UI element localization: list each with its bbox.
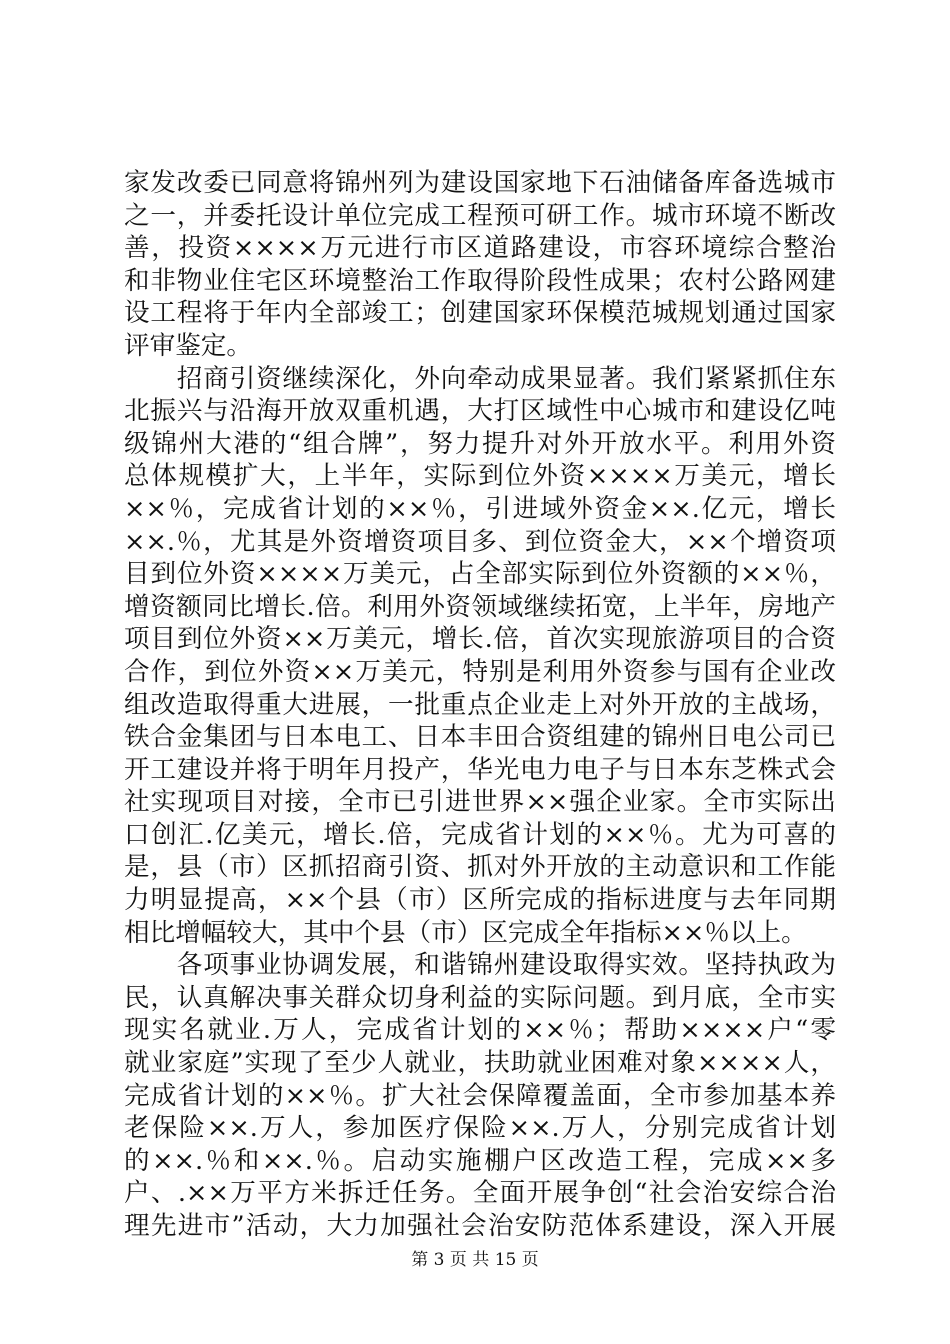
text-line: 增资额同比增长.倍。利用外资领域继续拓宽，上半年，房地产: [124, 591, 836, 622]
text-line: 理先进市”活动，大力加强社会治安防范体系建设，深入开展: [124, 1211, 836, 1241]
text-line: 的××.％和××.％。启动实施棚户区改造工程，完成××多: [124, 1145, 836, 1176]
page-number: 第 3 页 共 15 页: [411, 1250, 539, 1270]
text-line: 北振兴与沿海开放双重机遇，大打区域性中心城市和建设亿吨: [124, 396, 836, 427]
paragraph-2: [124, 363, 836, 950]
text-line: 和非物业住宅区环境整治工作取得阶段性成果；农村公路网建: [124, 265, 836, 296]
text-line: 项目到位外资××万美元，增长.倍，首次实现旅游项目的合资: [124, 624, 836, 655]
text-line: ××％，完成省计划的××％，引进域外资金××.亿元，增长: [124, 493, 836, 524]
text-line: 目到位外资××××万美元，占全部实际到位外资额的××％，: [124, 559, 836, 590]
text-line: 完成省计划的××％。扩大社会保障覆盖面，全市参加基本养: [124, 1080, 836, 1111]
text-line: 户、.××万平方米拆迁任务。全面开展争创“社会治安综合治: [124, 1178, 836, 1209]
paragraph-3: [124, 949, 836, 1242]
text-line: 级锦州大港的“组合牌”，努力提升对外开放水平。利用外资: [124, 428, 836, 459]
text-line: 组改造取得重大进展，一批重点企业走上对外开放的主战场，: [124, 689, 836, 720]
text-line: 各项事业协调发展，和谐锦州建设取得实效。坚持执政为: [124, 950, 836, 981]
text-line: 之一，并委托设计单位完成工程预可研工作。城市环境不断改: [124, 200, 836, 231]
text-line: 是，县（市）区抓招商引资、抓对外开放的主动意识和工作能: [124, 852, 836, 883]
text-line: 社实现项目对接，全市已引进世界××强企业家。全市实际出: [124, 787, 836, 818]
text-line: 合作，到位外资××万美元，特别是利用外资参与国有企业改: [124, 656, 836, 687]
text-line: 招商引资继续深化，外向牵动成果显著。我们紧紧抓住东: [124, 363, 836, 394]
text-line: 家发改委已同意将锦州列为建设国家地下石油储备库备选城市: [124, 168, 836, 198]
text-line: 口创汇.亿美元，增长.倍，完成省计划的××％。尤为可喜的: [124, 819, 836, 850]
text-line: 民，认真解决事关群众切身利益的实际问题。到月底，全市实: [124, 982, 836, 1013]
text-line: 设工程将于年内全部竣工；创建国家环保模范城规划通过国家: [124, 298, 836, 329]
text-line: 总体规模扩大，上半年，实际到位外资××××万美元，增长: [124, 461, 836, 492]
text-line: ××.％，尤其是外资增资项目多、到位资金大，××个增资项: [124, 526, 836, 557]
text-line: 力明显提高，××个县（市）区所完成的指标进度与去年同期: [124, 885, 836, 916]
document-body: [124, 167, 836, 1243]
text-line: 相比增幅较大，其中个县（市）区完成全年指标××％以上。: [124, 917, 807, 948]
page-footer: [0, 1245, 950, 1270]
text-line: 老保险××.万人，参加医疗保险××.万人，分别完成省计划: [124, 1113, 836, 1144]
text-line: 评审鉴定。: [124, 330, 252, 361]
text-line: 现实名就业.万人，完成省计划的××％；帮助××××户“零: [124, 1015, 836, 1046]
text-line: 铁合金集团与日本电工、日本丰田合资组建的锦州日电公司已: [124, 722, 836, 753]
text-line: 开工建设并将于明年月投产，华光电力电子与日本东芝株式会: [124, 754, 836, 785]
text-line: 善，投资××××万元进行市区道路建设，市容环境综合整治: [124, 233, 836, 264]
paragraph-1: [124, 167, 836, 363]
text-line: 就业家庭”实现了至少人就业，扶助就业困难对象××××人，: [124, 1048, 836, 1079]
